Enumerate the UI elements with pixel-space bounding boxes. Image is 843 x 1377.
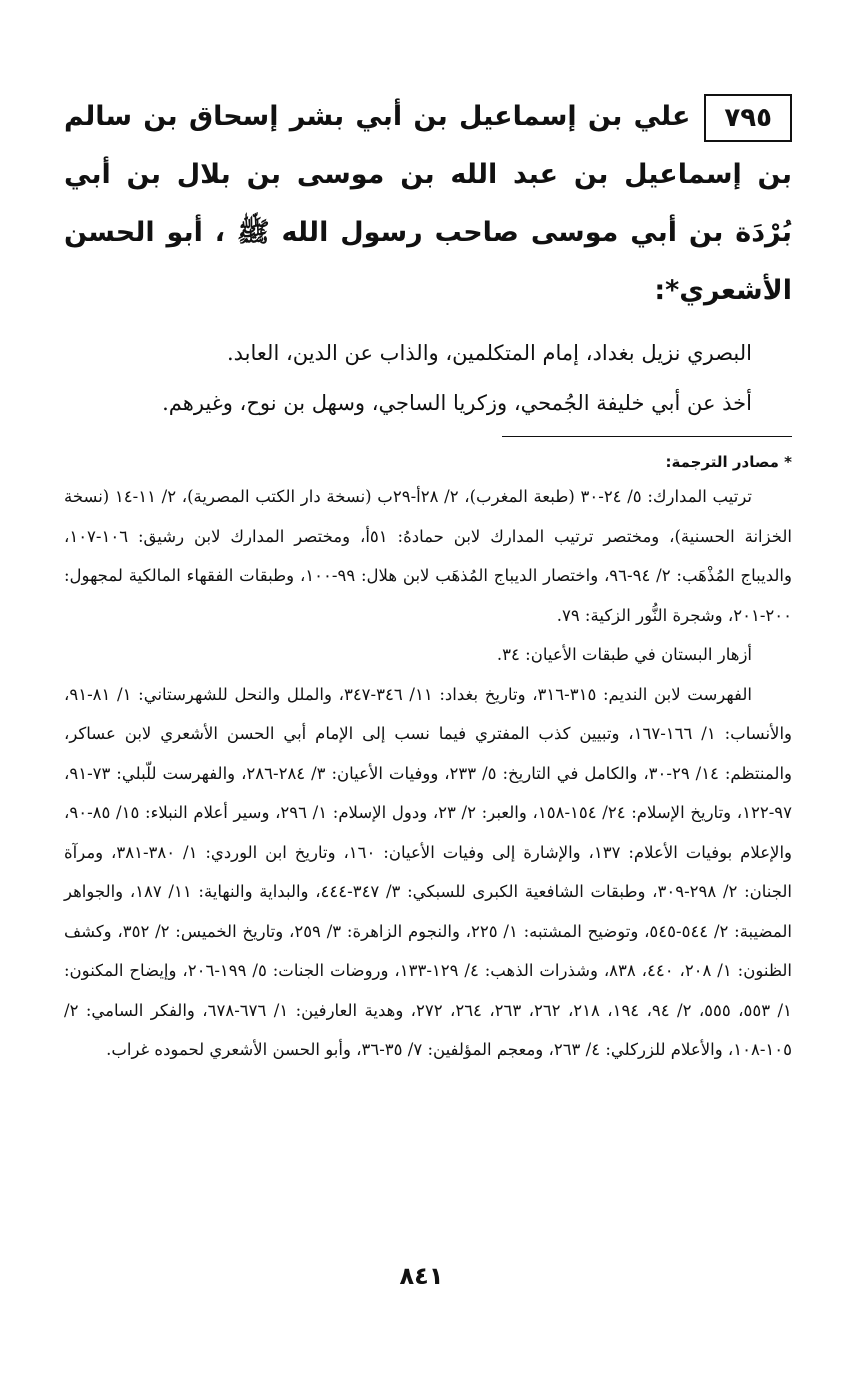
footnote-paragraph-1: ترتيب المدارك: ٥/ ٢٤-٣٠ (طبعة المغرب)، ٢/ ٢٨أ-٢٩ب (نسخة دار الكتب المصرية)، ٢/ ١١-١٤ (نسخة الخزانة الحسنية)، ومختصر ترتيب المدارك لابن حمادهُ: ٥١أ، ومختصر المدارك لابن رشيق: ١٠٦-١٠٧، والديباج المُذْهَب: ٢/ ٩٤-٩٦، واختصار الديباج المُذهَب لابن هلال: ٩٩-١٠٠، وطبقات الفقهاء المالكية لمجهول: ٢٠٠-٢٠١، وشجرة النُّور الزكية: ٧٩. [64,487,792,625]
entry-title: علي بن إسماعيل بن أبي بشر إسحاق بن سالم بن إسماعيل بن عبد الله بن موسى بن بلال بن أبي بُرْدَة بن أبي موسى صاحب رسول الله ﷺ ، أبو الحسن الأشعري*: [64,101,792,306]
page-content [64,88,792,1070]
page-number: ٨٤١ [399,1262,444,1290]
footnote-divider [502,436,792,437]
entry-number-box: ٧٩٥ [704,94,792,142]
bio-paragraph-1: البصري نزيل بغداد، إمام المتكلمين، والذاب عن الدين، العابد. [226,341,752,365]
entry-heading [64,88,792,320]
bio-paragraph-2: أخذ عن أبي خليفة الجُمحي، وزكريا الساجي، وسهل بن نوح، وغيرهم. [162,391,752,415]
footnote-paragraph-2: أزهار البستان في طبقات الأعيان: ٣٤. [496,645,752,664]
footnote-paragraph-3: الفهرست لابن النديم: ٣١٥-٣١٦، وتاريخ بغداد: ١١/ ٣٤٦-٣٤٧، والملل والنحل للشهرستاني: ١/ ٨١-٩١، والأنساب: ١/ ١٦٦-١٦٧، وتبيين كذب المفتري فيما نسب إلى الإمام أبي الحسن الأشعري لابن عساكر، والمنتظم: ١٤/ ٢٩-٣٠، والكامل في التاريخ: ٥/ ٢٣٣، ووفيات الأعيان: ٣/ ٢٨٤-٢٨٦، والفهرست للّبلي: ٧٣-٩١، ٩٧-١٢٢، وتاريخ الإسلام: ٢٤/ ١٥٤-١٥٨، والعبر: ٢/ ٢٣، ودول الإسلام: ١/ ٢٩٦، وسير أعلام النبلاء: ١٥/ ٨٥-٩٠، والإعلام بوفيات الأعلام: ١٣٧، والإشارة إلى وفيات الأعيان: ١٦٠، وتاريخ ابن الوردي: ١/ ٣٨٠-٣٨١، ومرآة الجنان: ٢/ ٢٩٨-٣٠٩، وطبقات الشافعية الكبرى للسبكي: ٣/ ٣٤٧-٤٤٤، والبداية والنهاية: ١١/ ١٨٧، والجواهر المضيبة: ٢/ ٥٤٤-٥٤٥، وتوضيح المشتبه: ١/ ٢٢٥، والنجوم الزاهرة: ٣/ ٢٥٩، وتاريخ الخميس: ٢/ ٣٥٢، وكشف الظنون: ١/ ٢٠٨، ٤٤٠، ٨٣٨، وشذرات الذهب: ٤/ ١٢٩-١٣٣، وروضات الجنات: ٥/ ١٩٩-٢٠٦، وإيضاح المكنون: ١/ ٥٥٣، ٥٥٥، ٢/ ٩٤، ١٩٤، ٢١٨، ٢٦٢، ٢٦٣، ٢٦٤، ٢٧٢، وهدية العارفين: ١/ ٦٧٦-٦٧٨، والفكر السامي: ٢/ ١٠٥-١٠٨، والأعلام للزركلي: ٤/ ٢٦٣، ومعجم المؤلفين: ٧/ ٣٥-٣٦، وأبو الحسن الأشعري لحموده غراب. [64,684,793,1059]
footnote-title: * مصادر الترجمة: [665,453,792,471]
